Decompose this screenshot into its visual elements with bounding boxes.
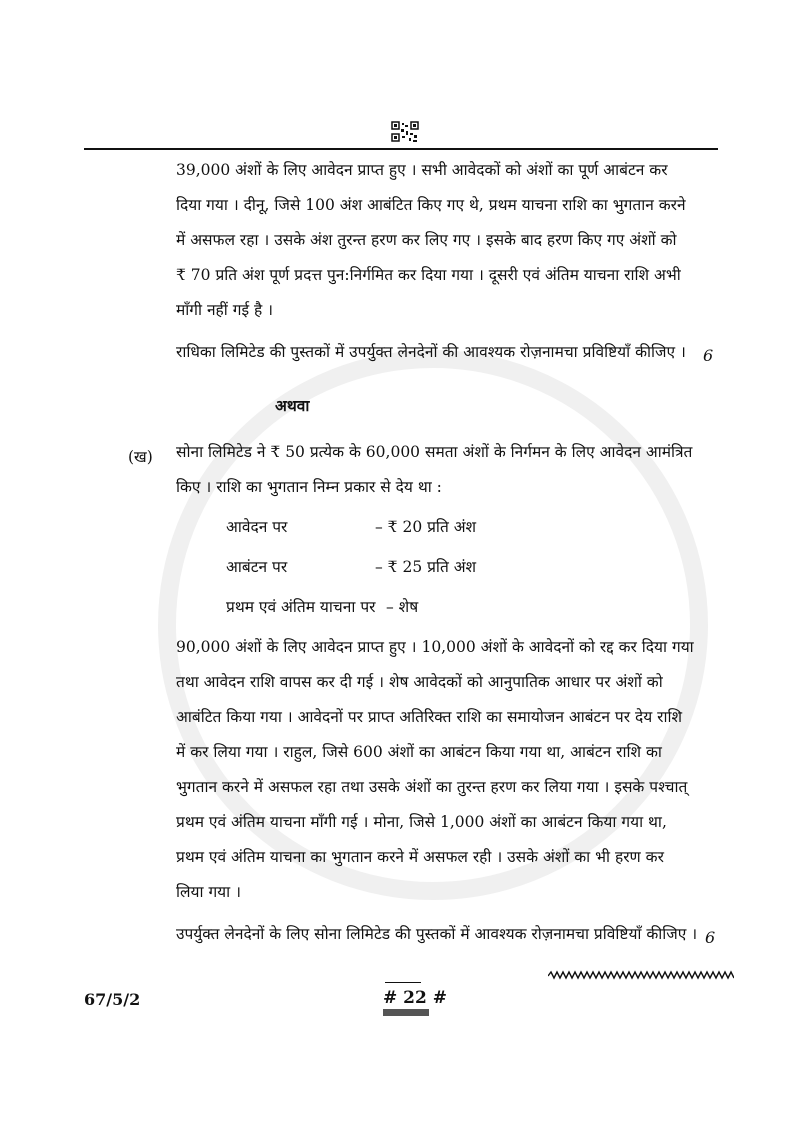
text-line: में असफल रहा । उसके अंश तुरन्त हरण कर लिए गए । इसके बाद हरण किए गए अंशों को [176,231,677,249]
schedule-stage: आबंटन पर [226,558,288,576]
text-line: में कर लिया गया । राहुल, जिसे 600 अंशों का आबंटन किया गया था, आबंटन राशि का [176,743,662,761]
text-line: किए । राशि का भुगतान निम्न प्रकार से देय था : [176,478,442,496]
marks-label: 6 [705,928,716,947]
instruction-text: राधिका लिमिटेड की पुस्तकों में उपर्युक्त लेनदेनों की आवश्यक रोज़नामचा प्रविष्टियाँ कीजिए । [176,343,686,361]
text-line: प्रथम एवं अंतिम याचना माँगी गई । मोना, जिसे 1,000 अंशों का आबंटन किया गया था, [176,813,667,831]
text-line: माँगी नहीं गई है । [176,301,274,319]
part-label: (ख) [128,448,153,466]
text-line: लिया गया । [176,883,241,901]
schedule-amount: – ₹ 25 प्रति अंश [375,558,477,576]
schedule-stage: प्रथम एवं अंतिम याचना पर [226,598,376,616]
marks-label: 6 [703,346,714,365]
qr-code-icon [391,121,419,143]
or-heading: अथवा [275,396,310,415]
wavy-line-decoration [548,968,734,984]
schedule-stage: आवेदन पर [226,518,288,536]
text-line: प्रथम एवं अंतिम याचना का भुगतान करने में असफल रही । उसके अंशों का भी हरण कर [176,848,664,866]
text-line: आबंटित किया गया । आवेदनों पर प्राप्त अतिरिक्त राशि का समायोजन आबंटन पर देय राशि [176,708,683,726]
text-line: तथा आवेदन राशि वापस कर दी गई । शेष आवेदकों को आनुपातिक आधार पर अंशों को [176,673,663,691]
paper-code: 67/5/2 [84,990,141,1009]
header-rule [84,148,718,150]
text-line: दिया गया । दीनू, जिसे 100 अंश आबंटित किए गए थे, प्रथम याचना राशि का भुगतान करने [176,196,686,214]
page-number-rule [385,982,421,983]
text-line: ₹ 70 प्रति अंश पूर्ण प्रदत्त पुन:निर्गमित कर दिया गया । दूसरी एवं अंतिम याचना राशि अभी [176,266,681,284]
text-line: 90,000 अंशों के लिए आवेदन प्राप्त हुए । 10,000 अंशों के आवेदनों को रद्द कर दिया गया [176,638,694,656]
text-line: सोना लिमिटेड ने ₹ 50 प्रत्येक के 60,000 समता अंशों के निर्गमन के लिए आवेदन आमंत्रित [176,443,693,461]
schedule-amount: – ₹ 20 प्रति अंश [375,518,477,536]
schedule-amount: – शेष [386,598,419,616]
page-number: # 22 # [383,988,447,1008]
instruction-text: उपर्युक्त लेनदेनों के लिए सोना लिमिटेड की पुस्तकों में आवश्यक रोज़नामचा प्रविष्टियाँ कीजिए । [176,925,698,943]
text-line: भुगतान करने में असफल रहा तथा उसके अंशों का तुरन्त हरण कर लिया गया । इसके पश्चात् [176,778,688,796]
page-number-bar [383,1009,429,1016]
text-line: 39,000 अंशों के लिए आवेदन प्राप्त हुए । सभी आवेदकों को अंशों का पूर्ण आबंटन कर [176,161,668,179]
